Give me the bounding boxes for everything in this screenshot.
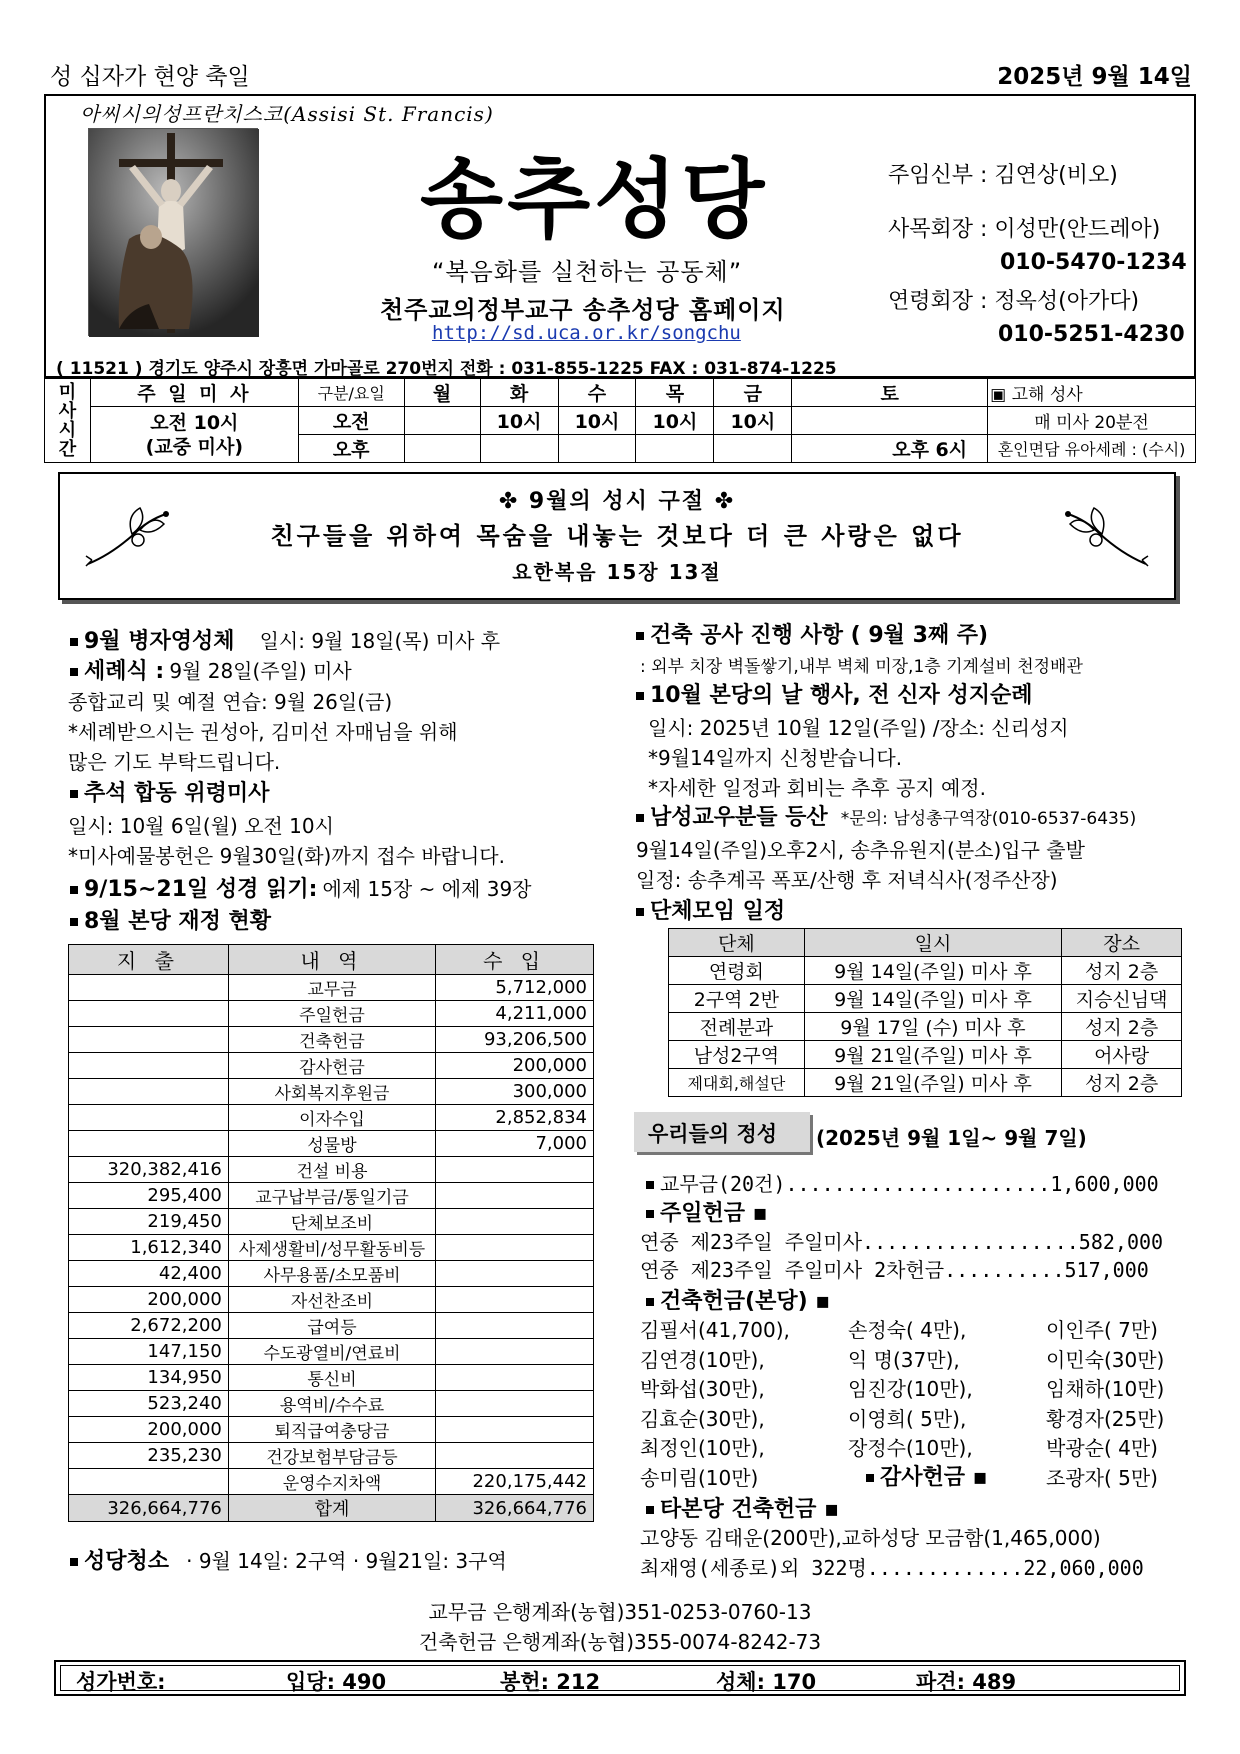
baptism-title: 세례식 : — [84, 659, 165, 684]
finance-table — [68, 944, 594, 1522]
item-cell: 단체보조비 — [228, 1209, 435, 1235]
hymn-label: 성가번호: — [76, 1670, 166, 1694]
item-cell: 감사헌금 — [228, 1053, 435, 1079]
expense-cell: 42,400 — [69, 1261, 229, 1287]
am-sat — [792, 407, 988, 435]
day-fri: 금 — [714, 379, 792, 407]
expense-cell — [69, 1079, 229, 1105]
expense-cell: 219,450 — [69, 1209, 229, 1235]
building-donor: 김효순(30만), — [640, 1406, 765, 1431]
table-row — [669, 1041, 1182, 1069]
table-row — [69, 1365, 594, 1391]
hymn-box — [54, 1660, 1186, 1696]
thanks-title: 감사헌금 ▪ — [880, 1465, 988, 1490]
am-mon — [404, 407, 480, 435]
council-president: 사목회장 : 이성만(안드레아) — [888, 217, 1161, 242]
thanks-offering — [866, 1460, 988, 1491]
confession-note: 매 미사 20분전 — [988, 407, 1196, 435]
building-donor: 이인주( 7만) — [1046, 1318, 1158, 1342]
homepage-link[interactable]: http://sd.uca.or.kr/songchu — [432, 322, 741, 344]
council-phone: 010-5470-1234 — [1000, 250, 1187, 275]
table-row — [69, 1001, 594, 1027]
item-cell: 수도광열비/연료비 — [228, 1339, 435, 1365]
day-wed: 수 — [558, 379, 636, 407]
pastor: 주임신부 : 김연상(비오) — [888, 163, 1118, 188]
income-cell — [436, 1157, 594, 1183]
day-tue: 화 — [480, 379, 558, 407]
sunday-mass-header: 주 일 미 사 — [90, 379, 298, 407]
other-offering-line: 고양동 김태운(200만),교하성당 모금함(1,465,000) — [640, 1526, 1101, 1550]
hymn-entrance: 입당: 490 — [286, 1670, 387, 1694]
income-cell: 300,000 — [436, 1079, 594, 1105]
finance-header: 지 출 — [69, 945, 229, 975]
group-cell: 9월 21일(주일) 미사 후 — [804, 1041, 1061, 1069]
group-cell: 어사랑 — [1062, 1041, 1182, 1069]
am-wed: 10시 — [558, 407, 636, 435]
expense-cell: 295,400 — [69, 1183, 229, 1209]
mass-schedule-table — [44, 378, 1196, 463]
income-cell — [436, 1183, 594, 1209]
table-row — [69, 1209, 594, 1235]
groups-header: 단체 — [669, 929, 805, 957]
income-cell: 200,000 — [436, 1053, 594, 1079]
table-row — [69, 1105, 594, 1131]
sick-communion — [70, 624, 500, 655]
table-row — [669, 985, 1182, 1013]
table-row — [69, 1261, 594, 1287]
group-cell: 전례분과 — [669, 1013, 805, 1041]
construction-progress — [636, 618, 988, 649]
income-cell: 4,211,000 — [436, 1001, 594, 1027]
table-row — [69, 1469, 594, 1495]
funeral-society-phone: 010-5251-4230 — [998, 322, 1185, 347]
item-cell: 건강보험부담금등 — [228, 1443, 435, 1469]
building-donor: 이영희( 5만), — [848, 1406, 967, 1431]
baptism-line: 많은 기도 부탁드립니다. — [68, 750, 281, 774]
other-offering-line: 최재영(세종로)외 322명.............22,060,000 — [640, 1556, 1144, 1580]
sunday-note: (교중 미사) — [145, 435, 244, 458]
bible-text: 에제 15장 ~ 에제 39장 — [322, 877, 532, 901]
bible-title: 9/15~21일 성경 읽기: — [84, 877, 318, 902]
pilgrimage-line: *자세한 일정과 회비는 추후 공지 예정. — [648, 776, 986, 800]
groups-header-row — [669, 929, 1182, 957]
table-row — [69, 1027, 594, 1053]
table-row — [69, 1235, 594, 1261]
address-line: ( 11521 ) 경기도 양주시 장흥면 가마골로 270번지 전화 : 031-855-1225 FAX : 031-874-1225 — [56, 359, 837, 379]
pm-mon — [404, 435, 480, 463]
table-row — [69, 1131, 594, 1157]
day-thu: 목 — [636, 379, 714, 407]
item-cell: 교구납부금/통일기금 — [228, 1183, 435, 1209]
building-donor: 박광순( 4만) — [1046, 1436, 1158, 1461]
baptism-text: 9월 28일(주일) 미사 — [169, 659, 352, 683]
group-cell: 지승신님댁 — [1062, 985, 1182, 1013]
finance-header-row — [69, 945, 594, 975]
cleaning-text: · 9월 14일: 2구역 · 9월21일: 3구역 — [186, 1549, 507, 1573]
building-donor: 임채하(10만) — [1046, 1377, 1165, 1402]
item-cell: 급여등 — [228, 1313, 435, 1339]
chuseok-line: *미사예물봉헌은 9월30일(화)까지 접수 바랍니다. — [68, 844, 505, 868]
item-cell: 건축헌금 — [228, 1027, 435, 1053]
verse-text: 친구들을 위하여 목숨을 내놓는 것보다 더 큰 사랑은 없다 — [270, 522, 964, 550]
patron-saint: 아씨시의성프란치스코(Assisi St. Francis) — [80, 102, 494, 126]
chuseok-line: 일시: 10월 6일(월) 오전 10시 — [68, 814, 334, 838]
expense-cell: 200,000 — [69, 1287, 229, 1313]
expense-cell: 235,230 — [69, 1443, 229, 1469]
table-row — [69, 1287, 594, 1313]
table-row — [69, 1391, 594, 1417]
expense-cell: 1,612,340 — [69, 1235, 229, 1261]
expense-cell: 523,240 — [69, 1391, 229, 1417]
building-offering — [646, 1284, 830, 1315]
am-tue: 10시 — [480, 407, 558, 435]
expense-cell — [69, 1001, 229, 1027]
type-day-header: 구분/요일 — [298, 379, 404, 407]
motto: “복음화를 실천하는 공동체” — [432, 258, 743, 286]
income-cell — [436, 1287, 594, 1313]
mass-side-char: 시 — [58, 419, 77, 441]
table-row — [669, 1013, 1182, 1041]
sick-communion-title: 9월 병자영성체 — [84, 629, 235, 654]
item-cell: 사무용품/소모품비 — [228, 1261, 435, 1287]
expense-cell — [69, 1469, 229, 1495]
hymn-dismissal: 파견: 489 — [916, 1670, 1017, 1694]
table-row — [69, 1053, 594, 1079]
income-cell: 93,206,500 — [436, 1027, 594, 1053]
hymn-communion: 성체: 170 — [716, 1670, 817, 1694]
expense-cell: 147,150 — [69, 1339, 229, 1365]
groups-title: 단체모임 일정 — [650, 899, 786, 924]
bank-account-kyomu: 교무금 은행계좌(농협)351-0253-0760-13 — [428, 1600, 812, 1624]
building-donor: 익 명(37만), — [848, 1347, 960, 1372]
income-cell — [436, 1235, 594, 1261]
mass-side-char: 미 — [58, 381, 77, 403]
building-donor: 손정숙( 4만), — [848, 1318, 967, 1342]
building-donor-last: 송미림(10만) — [640, 1466, 759, 1490]
income-cell: 2,852,834 — [436, 1105, 594, 1131]
item-cell: 주일헌금 — [228, 1001, 435, 1027]
expense-cell — [69, 1105, 229, 1131]
group-cell: 9월 21일(주일) 미사 후 — [804, 1069, 1061, 1097]
building-donor: 김연경(10만), — [640, 1347, 765, 1372]
table-row — [69, 975, 594, 1001]
consult-note: 혼인면담 유아세례 : (수시) — [988, 435, 1196, 463]
sunday-offering-title: 주일헌금 ▪ — [660, 1201, 768, 1226]
item-cell: 통신비 — [228, 1365, 435, 1391]
table-row — [69, 1443, 594, 1469]
construction-text: : 외부 치장 벽돌쌓기,내부 벽체 미장,1층 기계설비 천정배관 — [640, 657, 1083, 677]
bulletin-date: 2025년 9월 14일 — [997, 64, 1192, 90]
expense-cell — [69, 1053, 229, 1079]
diocese-homepage-label: 천주교의정부교구 송추성당 홈페이지 — [380, 296, 786, 324]
building-donor: 장정수(10만), — [848, 1436, 973, 1461]
pm-label: 오후 — [298, 435, 404, 463]
income-cell — [436, 1417, 594, 1443]
sick-communion-text: 일시: 9월 18일(목) 미사 후 — [259, 629, 501, 653]
table-row — [669, 957, 1182, 985]
pilgrimage — [636, 678, 1032, 709]
building-donor: 이민숙(30만) — [1046, 1347, 1165, 1372]
group-schedule — [636, 894, 785, 925]
finance-total-row — [69, 1495, 594, 1522]
hiking-line: 9월14일(주일)오후2시, 송추유원지(분소)입구 출발 — [636, 838, 1085, 862]
building-donor: 박화섭(30만), — [640, 1377, 765, 1402]
expense-cell: 2,672,200 — [69, 1313, 229, 1339]
offering-label: 우리들의 정성 — [634, 1112, 810, 1152]
pm-tue — [480, 435, 558, 463]
table-row — [669, 1069, 1182, 1097]
verse-reference: 요한복음 15장 13절 — [512, 560, 722, 584]
other-offering-title: 타본당 건축헌금 ▪ — [660, 1497, 839, 1522]
feast-name: 성 십자가 현양 축일 — [50, 64, 250, 90]
day-mon: 월 — [404, 379, 480, 407]
group-cell: 제대회,해설단 — [669, 1069, 805, 1097]
cleaning-title: 성당청소 — [84, 1549, 170, 1574]
group-cell: 성지 2층 — [1062, 1013, 1182, 1041]
income-cell: 220,175,442 — [436, 1469, 594, 1495]
verse-heading: ✤ 9월의 성시 구절 ✤ — [498, 489, 736, 514]
hiking — [636, 800, 1136, 831]
group-cell: 2구역 2반 — [669, 985, 805, 1013]
bank-account-building: 건축헌금 은행계좌(농협)355-0074-8242-73 — [418, 1630, 822, 1654]
kyomu-line: 교무금(20건)......................1,600,000 — [660, 1172, 1159, 1196]
income-cell — [436, 1209, 594, 1235]
group-cell: 성지 2층 — [1062, 957, 1182, 985]
expense-cell — [69, 1131, 229, 1157]
table-row — [69, 1157, 594, 1183]
thanks-text: 조광자( 5만) — [1046, 1466, 1158, 1490]
cleaning — [70, 1544, 507, 1575]
expense-cell — [69, 1027, 229, 1053]
group-schedule-table — [668, 928, 1182, 1097]
confession-label: ▣ 고해 성사 — [988, 379, 1196, 407]
building-donor: 임진강(10만), — [848, 1377, 973, 1402]
building-donor: 최정인(10만), — [640, 1436, 765, 1461]
group-cell: 9월 14일(주일) 미사 후 — [804, 985, 1061, 1013]
groups-header: 일시 — [804, 929, 1061, 957]
income-cell — [436, 1391, 594, 1417]
pilgrimage-title: 10월 본당의 날 행사, 전 신자 성지순례 — [650, 683, 1033, 708]
expense-cell: 200,000 — [69, 1417, 229, 1443]
item-cell: 이자수입 — [228, 1105, 435, 1131]
hiking-contact: *문의: 남성총구역장(010-6537-6435) — [840, 809, 1137, 829]
baptism-line: *세례받으시는 권성아, 김미선 자매님을 위해 — [68, 720, 458, 744]
table-row — [69, 1183, 594, 1209]
am-label: 오전 — [298, 407, 404, 435]
pm-sat: 오후 6시 — [792, 435, 988, 463]
income-cell: 5,712,000 — [436, 975, 594, 1001]
bible-reading — [70, 872, 532, 903]
parish-name: 송추성당 — [420, 150, 769, 250]
chuseok-mass — [70, 776, 269, 807]
saint-francis-illustration — [89, 129, 259, 337]
sunday-offering — [646, 1196, 768, 1227]
group-cell: 9월 14일(주일) 미사 후 — [804, 957, 1061, 985]
income-cell — [436, 1339, 594, 1365]
funeral-society-president: 연령회장 : 정옥성(아가다) — [888, 289, 1140, 314]
chuseok-title: 추석 합동 위령미사 — [84, 781, 270, 806]
sunday-mass-time — [90, 407, 298, 463]
sunday-offering-line: 연중 제23주일 주일미사 2차헌금..........517,000 — [640, 1258, 1149, 1282]
sunday-time: 오전 10시 — [150, 411, 239, 434]
building-donor: 황경자(25만) — [1046, 1406, 1165, 1431]
income-cell — [436, 1443, 594, 1469]
pilgrimage-line: 일시: 2025년 10월 12일(주일) /장소: 신리성지 — [648, 716, 1069, 740]
item-cell: 퇴직급여충당금 — [228, 1417, 435, 1443]
finance-header: 내 역 — [228, 945, 435, 975]
saint-francis-picture — [88, 128, 258, 336]
group-cell: 연령회 — [669, 957, 805, 985]
group-cell: 남성2구역 — [669, 1041, 805, 1069]
income-cell — [436, 1365, 594, 1391]
item-cell: 사회복지후원금 — [228, 1079, 435, 1105]
total-label: 합계 — [228, 1495, 435, 1522]
top-bar — [50, 52, 1192, 92]
hymn-offertory: 봉헌: 212 — [500, 1670, 601, 1694]
item-cell: 자선찬조비 — [228, 1287, 435, 1313]
item-cell: 건설 비용 — [228, 1157, 435, 1183]
table-row — [69, 1313, 594, 1339]
hiking-title: 남성교우분들 등산 — [650, 805, 828, 830]
item-cell: 교무금 — [228, 975, 435, 1001]
building-donor: 김필서(41,700), — [640, 1318, 790, 1342]
pm-thu — [636, 435, 714, 463]
table-row — [69, 1417, 594, 1443]
expense-cell — [69, 975, 229, 1001]
group-cell: 9월 17일 (수) 미사 후 — [804, 1013, 1061, 1041]
finance-header: 수 입 — [436, 945, 594, 975]
sunday-offering-line: 연중 제23주일 주일미사..................582,000 — [640, 1230, 1164, 1254]
pm-fri — [714, 435, 792, 463]
table-row — [69, 1079, 594, 1105]
pilgrimage-line: *9월14일까지 신청받습니다. — [648, 746, 903, 770]
item-cell: 성물방 — [228, 1131, 435, 1157]
group-cell: 성지 2층 — [1062, 1069, 1182, 1097]
item-cell: 사제생활비/성무활동비등 — [228, 1235, 435, 1261]
kyomu-offering — [646, 1168, 1159, 1197]
mass-side-char: 간 — [58, 438, 77, 460]
other-parish-offering — [646, 1492, 839, 1523]
total-income: 326,664,776 — [436, 1495, 594, 1522]
table-row — [69, 1339, 594, 1365]
day-sat: 토 — [792, 379, 988, 407]
am-fri: 10시 — [714, 407, 792, 435]
baptism — [70, 654, 352, 685]
groups-header: 장소 — [1062, 929, 1182, 957]
total-expense: 326,664,776 — [69, 1495, 229, 1522]
expense-cell: 320,382,416 — [69, 1157, 229, 1183]
mass-side-char: 사 — [58, 400, 77, 422]
building-offering-title: 건축헌금(본당) ▪ — [660, 1289, 831, 1314]
am-thu: 10시 — [636, 407, 714, 435]
pm-wed — [558, 435, 636, 463]
item-cell: 용역비/수수료 — [228, 1391, 435, 1417]
offering-period: (2025년 9월 1일~ 9월 7일) — [816, 1126, 1087, 1150]
income-cell — [436, 1261, 594, 1287]
construction-title: 건축 공사 진행 사항 ( 9월 3째 주) — [650, 623, 989, 648]
item-cell: 운영수지차액 — [228, 1469, 435, 1495]
baptism-line: 종합교리 및 예절 연습: 9월 26일(금) — [68, 690, 393, 714]
finance-title: 8월 본당 재정 현황 — [84, 909, 272, 934]
income-cell: 7,000 — [436, 1131, 594, 1157]
hiking-line: 일정: 송추계곡 폭포/산행 후 저녁식사(정주산장) — [636, 868, 1058, 892]
expense-cell: 134,950 — [69, 1365, 229, 1391]
mass-side-label — [45, 379, 91, 463]
income-cell — [436, 1313, 594, 1339]
finance-section — [70, 904, 271, 935]
